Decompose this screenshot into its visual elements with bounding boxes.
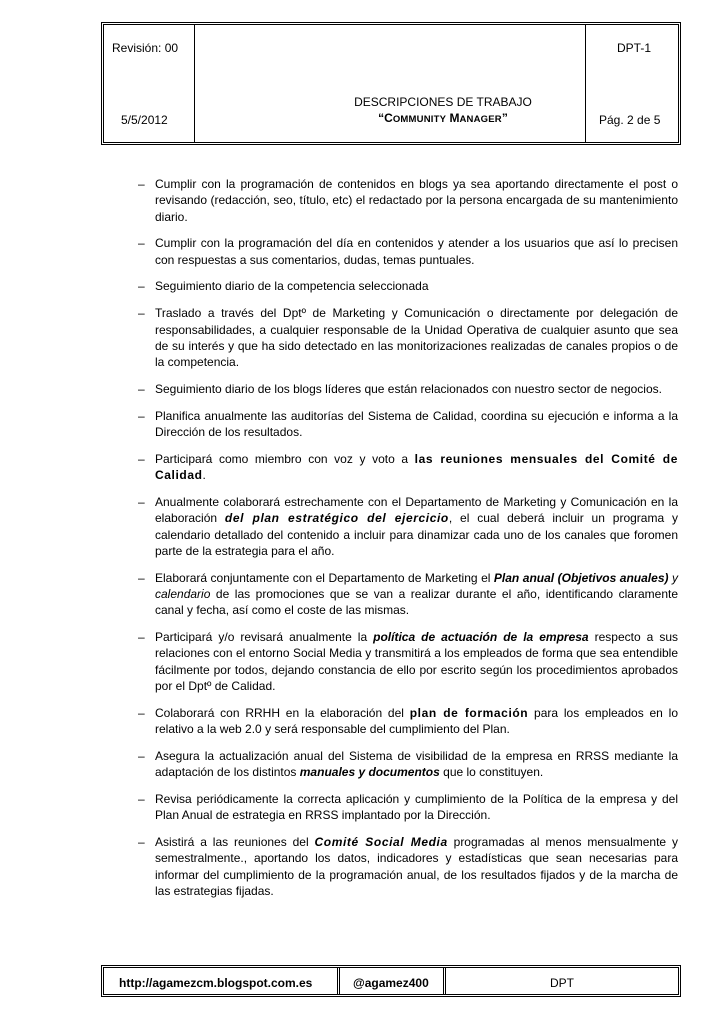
footer-divider-left xyxy=(337,968,340,994)
bullet-dash: – xyxy=(138,705,145,720)
revision-label: Revisión: 00 xyxy=(112,41,179,55)
footer-divider-right xyxy=(443,968,446,994)
emphasis-text: y calendario xyxy=(155,570,679,601)
list-item xyxy=(138,748,678,781)
item-text: Asegura la actualización anual del Sistema de visibilidad de la empresa en RRSS mediante la adaptación de los distintos xyxy=(155,748,678,780)
document-title: DESCRIPCIONES DE TRABAJO xyxy=(354,95,532,109)
item-text: Elaborará conjuntamente con el Departamento de Marketing el xyxy=(155,570,494,585)
list-item xyxy=(138,305,678,370)
item-text: Traslado a través del Dptº de Marketing y Comunicación o directamente por delegación de responsabilidades, a cualquier responsable de la Unidad Operativa de cualquier asunto que sea de su interés y que ha sido detectado en las monitorizaciones realizadas de canales propios o de la competencia. xyxy=(155,306,678,370)
item-text: de las promociones que se van a realizar durante el año, identificando claramente canal y fecha, así como el coste de las mismas. xyxy=(155,586,678,618)
list-item xyxy=(138,278,678,294)
bullet-dash: – xyxy=(138,451,145,466)
item-text: Planifica anualmente las auditorías del Sistema de Calidad, coordina su ejecución e informa a la Dirección de los resultados. xyxy=(155,408,678,440)
bullet-dash: – xyxy=(138,494,145,509)
emphasis-text: plan de formación xyxy=(409,705,529,720)
item-text: Cumplir con la programación de contenidos en blogs ya sea aportando directamente el post o revisando (redacción, seo, título, etc) el redactado por la persona encargada de su mantenimiento diario. xyxy=(155,177,678,224)
item-text: para los empleados en lo relativo a la web 2.0 y será responsable del cumplimiento del Plan. xyxy=(155,705,678,737)
bullet-dash: – xyxy=(138,306,145,321)
list-item xyxy=(138,705,678,738)
footer-dept: DPT xyxy=(550,976,574,990)
item-text: Seguimiento diario de los blogs líderes que están relacionados con nuestro sector de negocios. xyxy=(155,381,662,396)
list-item xyxy=(138,570,678,619)
emphasis-text: Plan anual (Objetivos anuales) xyxy=(493,570,669,585)
item-text: Colaborará con RRHH en la elaboración del xyxy=(155,705,410,720)
bullet-dash: – xyxy=(138,236,145,251)
list-item xyxy=(138,494,678,559)
bullet-dash: – xyxy=(138,408,145,423)
bullet-dash: – xyxy=(138,835,145,849)
document-subtitle: “COMMUNITY MANAGER” xyxy=(378,111,508,125)
document-date: 5/5/2012 xyxy=(121,113,168,127)
item-text: Participará como miembro con voz y voto a xyxy=(155,451,415,466)
duties-list xyxy=(138,176,678,910)
item-text: respecto a sus relaciones con el entorno Social Media y transmitirá a los empleados de forma que sea entendible fácilmente por todos, dejando constancia de ello por escrito según los procedimientos aprobados por el Dptº de Calidad. xyxy=(155,630,678,693)
emphasis-text: política de actuación de la empresa xyxy=(373,630,589,645)
item-text: programadas al menos mensualmente y semestralmente., aportando los datos, indicadores y estadísticas que sean necesarias para informar del cumplimiento de la programación anual, de los resultados fijados y de la marcha de las estrategias fijadas. xyxy=(155,835,678,898)
bullet-dash: – xyxy=(138,748,145,763)
list-item xyxy=(138,235,678,268)
list-item xyxy=(138,176,678,225)
list-item xyxy=(138,451,678,484)
item-text: Seguimiento diario de la competencia seleccionada xyxy=(155,279,429,294)
list-item xyxy=(138,408,678,441)
item-text: Asistirá a las reuniones del xyxy=(155,835,315,849)
bullet-dash: – xyxy=(138,279,145,294)
bullet-dash: – xyxy=(138,630,145,645)
header-divider-left xyxy=(194,25,195,142)
list-item xyxy=(138,791,678,824)
item-text: que lo constituyen. xyxy=(439,765,544,780)
document-code: DPT-1 xyxy=(617,41,652,55)
list-item xyxy=(138,629,678,694)
document-header xyxy=(101,22,681,145)
list-item xyxy=(138,834,678,899)
item-text: Cumplir con la programación del día en contenidos y atender a los usuarios que así lo precisen con respuestas a sus comentarios, dudas, temas puntuales. xyxy=(155,236,678,267)
bullet-dash: – xyxy=(138,381,145,396)
item-text: Anualmente colaborará estrechamente con el Departamento de Marketing y Comunicación en la elaboración xyxy=(155,494,678,526)
page-number: Pág. 2 de 5 xyxy=(599,113,661,127)
item-text: Participará y/o revisará anualmente la xyxy=(155,630,374,645)
bullet-dash: – xyxy=(138,570,145,585)
item-text: , el cual deberá incluir un programa y calendario detallado del contenido a incluir para dinamizar cada uno de los canales que foromen parte de la estrategia para el año. xyxy=(155,511,678,558)
footer-twitter-handle: @agamez400 xyxy=(353,976,429,990)
item-text: . xyxy=(202,468,206,483)
bullet-dash: – xyxy=(138,177,145,191)
document-footer xyxy=(101,965,681,997)
emphasis-text: Comité Social Media xyxy=(314,835,448,849)
footer-blog-url: http://agamezcm.blogspot.com.es xyxy=(119,976,313,990)
emphasis-text: manuales y documentos xyxy=(299,765,440,780)
emphasis-text: del plan estratégico del ejercicio xyxy=(224,511,449,526)
item-text: Revisa periódicamente la correcta aplicación y cumplimiento de la Política de la empresa y del Plan Anual de estrategia en RRSS implantado por la Dirección. xyxy=(155,791,678,823)
emphasis-text: las reuniones mensuales del Comité de Calidad xyxy=(155,451,678,483)
list-item xyxy=(138,381,678,397)
bullet-dash: – xyxy=(138,791,145,806)
